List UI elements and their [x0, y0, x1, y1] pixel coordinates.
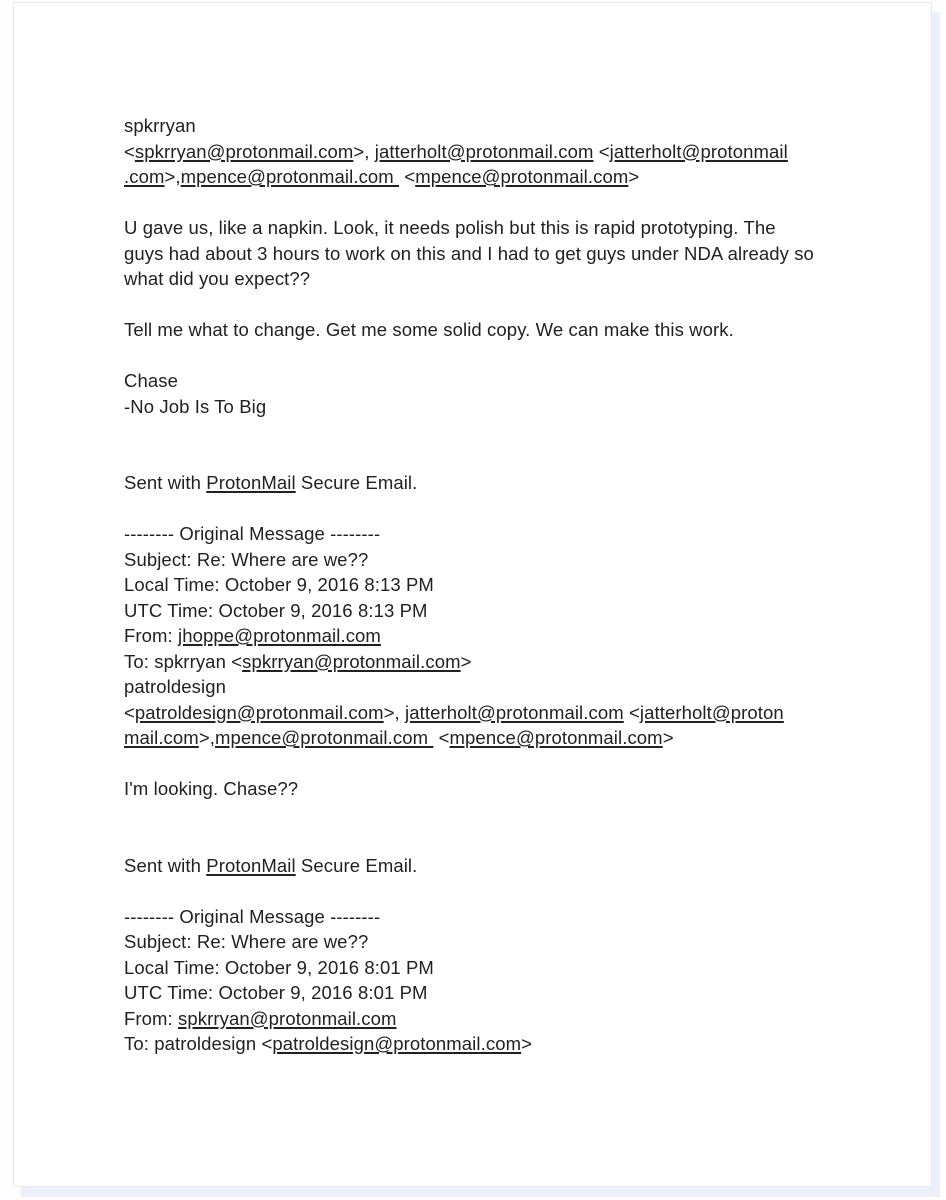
email-address-link[interactable]: spkrryan@protonmail.com: [134, 140, 354, 162]
email-text: >,: [383, 701, 406, 723]
email-address-link[interactable]: jatterholt@proton: [639, 701, 784, 723]
email-address-link[interactable]: jhoppe@protonmail.com: [178, 625, 381, 646]
email-text: Secure Email.: [295, 854, 418, 876]
email-address-link[interactable]: patroldesign@protonmail.com: [272, 1033, 522, 1054]
email-line: [124, 955, 861, 981]
email-line: [124, 241, 861, 267]
email-address-link[interactable]: spkrryan@protonmail.com: [178, 1007, 397, 1029]
email-line: [124, 139, 861, 165]
email-line: [124, 674, 861, 700]
email-address-link[interactable]: spkrryan@protonmail.com: [242, 650, 461, 672]
email-text: Tell me what to change. Get me some solid copy. We can make this work.: [124, 319, 734, 340]
email-blank-line: [124, 445, 861, 471]
email-text: <: [623, 701, 640, 723]
email-address-link[interactable]: mpence@protonmail.com: [415, 166, 629, 187]
email-text: -------- Original Message --------: [124, 905, 381, 927]
email-address-link[interactable]: mail.com: [124, 727, 199, 748]
email-text: To: patroldesign <: [124, 1033, 273, 1054]
email-text: Subject: Re: Where are we??: [124, 548, 369, 570]
email-line: [124, 700, 861, 726]
email-text: Chase: [124, 370, 178, 391]
email-line: [124, 649, 861, 675]
email-text: <: [124, 701, 135, 723]
email-blank-line: [124, 827, 861, 853]
email-address-link[interactable]: patroldesign@protonmail.com: [134, 701, 384, 723]
email-line: [124, 1031, 861, 1057]
email-line: [124, 394, 861, 420]
email-line: [124, 776, 861, 802]
email-line: [124, 980, 861, 1006]
email-line: [124, 853, 861, 879]
email-text: -No Job Is To Big: [124, 395, 267, 417]
email-line: [124, 547, 861, 573]
email-text: Local Time: October 9, 2016 8:13 PM: [124, 574, 434, 595]
email-text: >: [628, 166, 640, 187]
email-text: guys had about 3 hours to work on this and I had to get guys under NDA already so: [124, 242, 814, 264]
email-line: [124, 572, 861, 598]
email-line: [124, 215, 861, 241]
email-address-link[interactable]: mpence@protonmail.com: [449, 727, 663, 748]
email-text: Sent with: [124, 854, 207, 876]
email-text: >: [521, 1033, 533, 1054]
email-text: To: spkrryan <: [124, 650, 243, 672]
email-line: [124, 598, 861, 624]
email-line: [124, 113, 861, 139]
email-text: >: [460, 650, 472, 672]
email-text: >,: [164, 166, 181, 187]
email-blank-line: [124, 496, 861, 522]
email-text: Subject: Re: Where are we??: [124, 931, 369, 952]
email-text: <: [433, 727, 450, 748]
email-address-link[interactable]: jatterholt@protonmail.com: [374, 140, 594, 162]
email-address-link[interactable]: mpence@protonmail.com: [180, 166, 400, 187]
email-blank-line: [124, 878, 861, 904]
email-line: [124, 368, 861, 394]
email-body: [14, 3, 931, 1057]
email-text: >,: [353, 140, 375, 162]
email-text: U gave us, like a napkin. Look, it needs polish but this is rapid prototyping. The: [124, 217, 776, 238]
email-text: Secure Email.: [295, 472, 418, 493]
email-blank-line: [124, 190, 861, 216]
email-line: [124, 266, 861, 292]
email-text: >: [662, 727, 674, 748]
email-text: <: [399, 166, 416, 187]
email-blank-line: [124, 343, 861, 369]
email-text: UTC Time: October 9, 2016 8:13 PM: [124, 599, 428, 621]
email-line: [124, 623, 861, 649]
email-text: what did you expect??: [124, 268, 311, 289]
email-blank-line: [124, 751, 861, 777]
email-text: From:: [124, 625, 179, 646]
email-blank-line: [124, 802, 861, 828]
email-blank-line: [124, 292, 861, 318]
protonmail-link[interactable]: ProtonMail: [206, 472, 296, 493]
email-address-link[interactable]: .com: [124, 166, 165, 187]
email-text: <: [124, 140, 135, 162]
email-line: [124, 1006, 861, 1032]
email-text: <: [593, 140, 610, 162]
email-text: Local Time: October 9, 2016 8:01 PM: [124, 956, 434, 978]
email-address-link[interactable]: jatterholt@protonmail: [609, 140, 788, 162]
email-document-page: [13, 2, 932, 1187]
email-address-link[interactable]: mpence@protonmail.com: [214, 727, 434, 748]
email-address-link[interactable]: jatterholt@protonmail.com: [405, 701, 624, 723]
email-blank-line: [124, 419, 861, 445]
email-line: [124, 521, 861, 547]
email-line: [124, 470, 861, 496]
email-text: From:: [124, 1007, 179, 1029]
email-text: -------- Original Message --------: [124, 523, 381, 544]
email-text: UTC Time: October 9, 2016 8:01 PM: [124, 982, 428, 1003]
email-text: Sent with: [124, 472, 207, 493]
email-line: [124, 164, 861, 190]
email-text: I'm looking. Chase??: [124, 778, 299, 799]
email-text: patroldesign: [124, 676, 226, 697]
protonmail-link[interactable]: ProtonMail: [206, 854, 296, 876]
email-line: [124, 904, 861, 930]
email-line: [124, 725, 861, 751]
email-text: spkrryan: [124, 115, 196, 136]
email-text: >,: [198, 727, 215, 748]
email-line: [124, 929, 861, 955]
email-line: [124, 317, 861, 343]
